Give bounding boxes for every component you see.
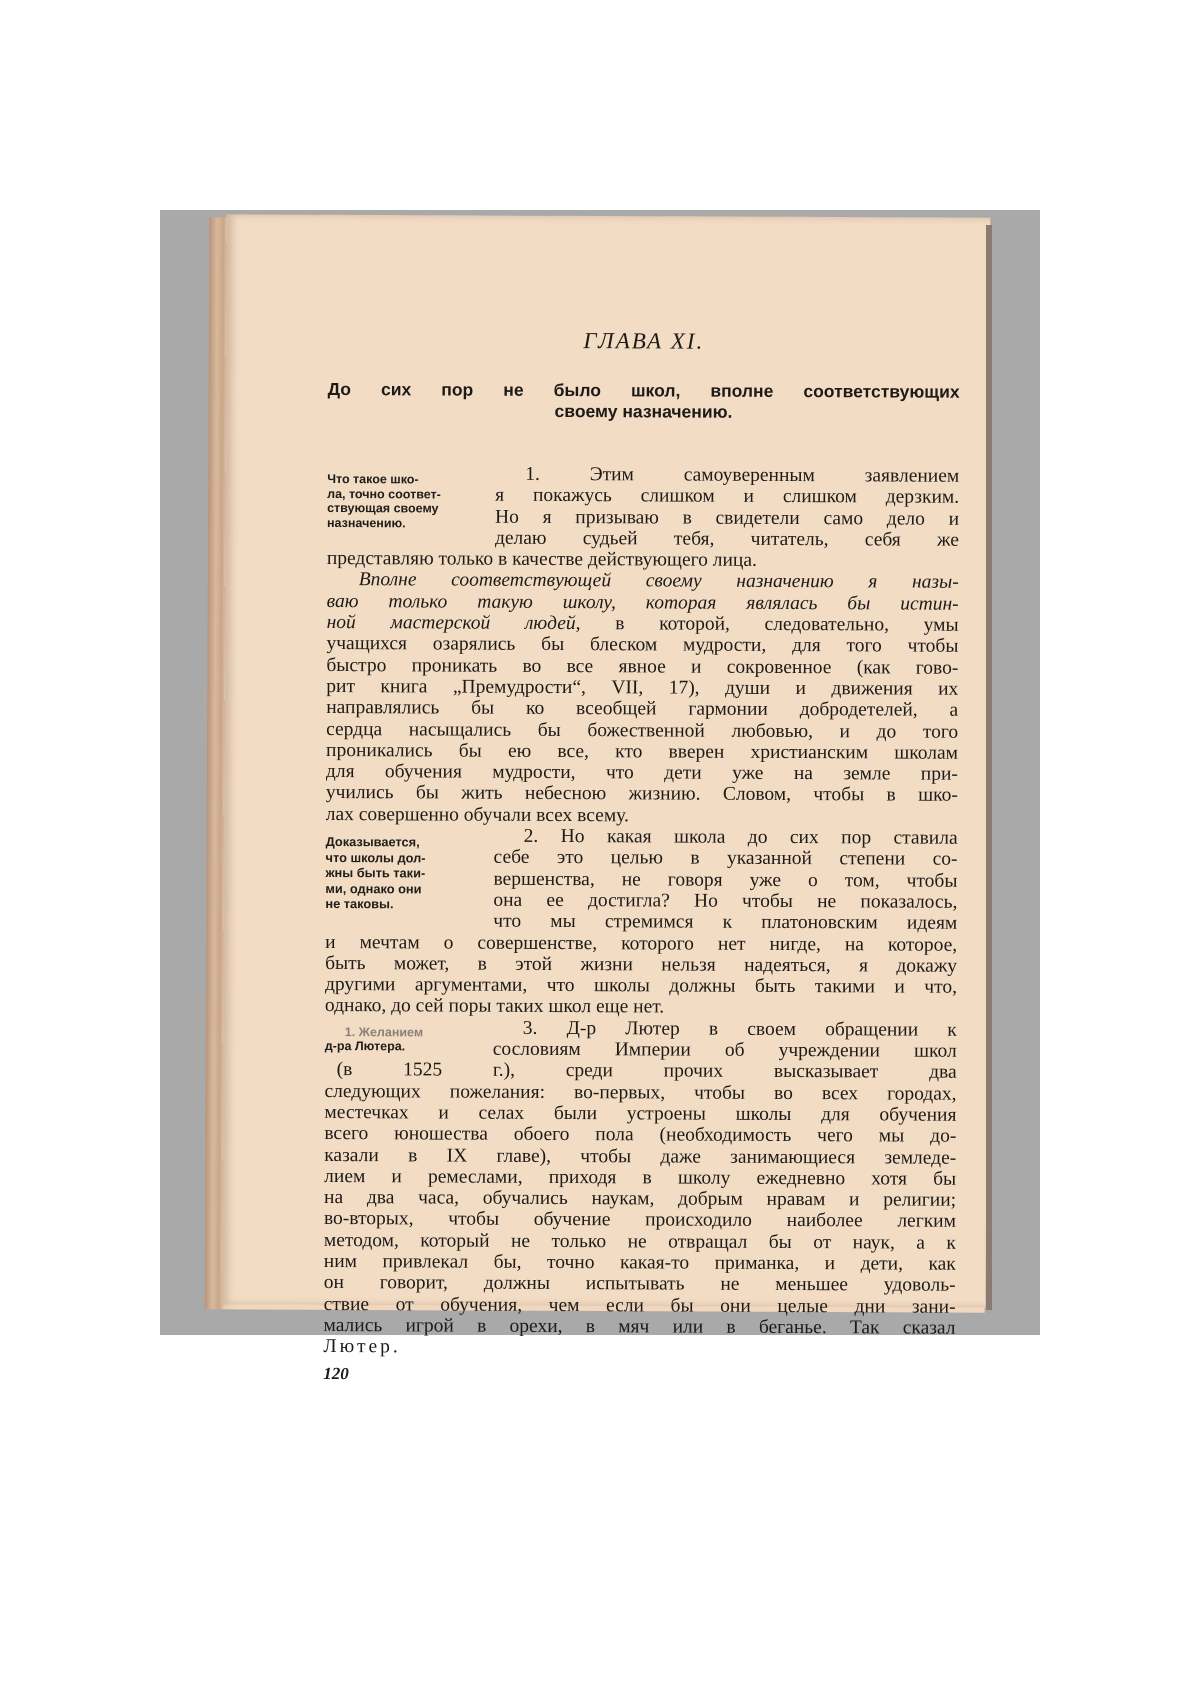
text-line: следующих пожелания: во-первых, чтобы во всех городах, (324, 1080, 957, 1105)
text-line: методом, который не только не отвращал бы от наук, а к (323, 1229, 956, 1254)
text-line: лах совершенно обучали всех всему. (325, 803, 629, 827)
text-line: быстро проникать во все явное и сокровенное (как гово- (326, 654, 959, 679)
text-line-mixed (327, 612, 959, 636)
text-line: представляю только в качестве действующего лица. (326, 548, 757, 572)
text-line: однако, до сей поры таких школ еще нет. (324, 995, 665, 1018)
text-line: она ее достигла? Но чтобы не показалось, (493, 889, 958, 913)
text-line: себе это целью в указанной степени со- (493, 847, 958, 871)
side-note-line: назначению. (326, 515, 406, 530)
text-line: 1. Этим самоуверенным заявлением (525, 463, 960, 487)
side-note-3 (325, 1025, 475, 1055)
side-note-line: Что такое шко- (327, 471, 419, 487)
page-right-edge (986, 225, 992, 1310)
text-line: я покажусь слишком и слишком дерзким. (495, 485, 960, 509)
text-line: местечках и селах были устроены школы для обучения (324, 1101, 957, 1126)
text-line-italic: ваю только такую школу, которая являлась бы истин- (326, 590, 959, 615)
side-note-2 (325, 834, 475, 912)
text-fragment: в которой, следовательно, умы (615, 613, 959, 636)
text-line-italic: Вполне соответствующей своему назначению я назы- (358, 569, 959, 594)
side-note-line: 1. Желанием (344, 1024, 424, 1040)
text-line: казали в IX главе), чтобы даже занимающиеся земледе- (324, 1144, 957, 1169)
text-line: делаю судьей тебя, читатель, себя же (494, 527, 960, 551)
text-line: во-вторых, чтобы обучение происходило наиболее легким (323, 1208, 957, 1233)
side-note-line: ла, точно соответ- (327, 486, 441, 501)
text-line: что мы стремимся к платоновским идеям (493, 910, 958, 934)
side-note-line: что школы дол- (325, 849, 426, 865)
text-line: Но я призываю в свидетели само дело и (495, 506, 960, 530)
text-line: сердца насыщались бы божественной любовью, и до того (326, 718, 959, 743)
side-note-line: ми, однако они (325, 880, 422, 896)
text-line: 3. Д-р Лютер в своем обращении к (522, 1017, 957, 1041)
text-line: рит книга „Премудрости“, VII, 17), души и движения их (326, 675, 959, 700)
text-line: 2. Но какая школа до сих пор ставила (523, 825, 958, 849)
section-1 (327, 463, 959, 572)
text-line: ним привлекал бы, точно какая-то приманка, и дети, как (323, 1250, 956, 1275)
text-line: направлялись бы ко всеобщей гармонии добродетелей, а (326, 697, 959, 722)
text-line: для обучения мудрости, что дети уже на земле при- (325, 761, 958, 785)
text-line: учились бы жить небесною жизнию. Словом, чтобы в шко- (325, 782, 958, 807)
side-note-line: жны быть таки- (325, 865, 426, 881)
side-note-line: не таковы. (325, 896, 394, 912)
page-number: 120 (323, 1364, 349, 1384)
text-line: сословиям Империи об учреждении школ (492, 1038, 957, 1062)
section-2 (326, 569, 959, 827)
text-line: быть может, в этой жизни нельзя надеяться, я докажу (325, 952, 958, 977)
subtitle-line-1: До сих пор не было школ, вполне соответствующих (327, 378, 960, 402)
side-note-line: д-ра Лютера. (324, 1039, 406, 1054)
text-line: другими аргументами, что школы должны быть такими и что, (324, 974, 958, 998)
section-4 (323, 1017, 956, 1361)
chapter-heading: ГЛАВА XI. (583, 328, 705, 354)
text-line: вершенства, не говоря уже о том, чтобы (493, 868, 958, 892)
text-line: на два часа, обучались наукам, добрым нравам и религии; (324, 1187, 957, 1211)
subtitle-line-2: своему назначению. (554, 400, 733, 422)
body-text (323, 463, 959, 1388)
text-line: Лютер. (323, 1336, 401, 1358)
text-line: ствие от обучения, чем если бы они целые дни зани- (323, 1293, 956, 1318)
side-note-1 (327, 472, 477, 531)
text-line: и мечтам о совершенстве, которого нет нигде, на которое, (325, 931, 958, 956)
page-content (323, 300, 960, 1388)
text-line: мались игрой в орехи, в мяч или в беганье. Так сказал (323, 1314, 956, 1339)
text-line: он говорит, должны испытывать не меньшее удоволь- (323, 1272, 956, 1297)
text-line: проникались бы ею все, кто вверен христианским школам (325, 739, 959, 764)
italic-fragment: ной мастерской людей, (326, 612, 581, 635)
text-line: всего юношества обоего пола (необходимость чего мы до- (324, 1123, 957, 1147)
side-note-line: Доказывается, (325, 834, 420, 850)
text-line: лием и ремеслами, приходя в школу ежедневно хотя бы (324, 1165, 957, 1190)
text-line: учащихся озарялись бы блеском мудрости, для того чтобы (326, 633, 959, 658)
chapter-subtitle (327, 379, 959, 424)
text-line: (в 1525 г.), среди прочих высказывает два (336, 1059, 957, 1084)
side-note-line: ствующая своему (327, 500, 439, 516)
section-3 (325, 825, 958, 1019)
